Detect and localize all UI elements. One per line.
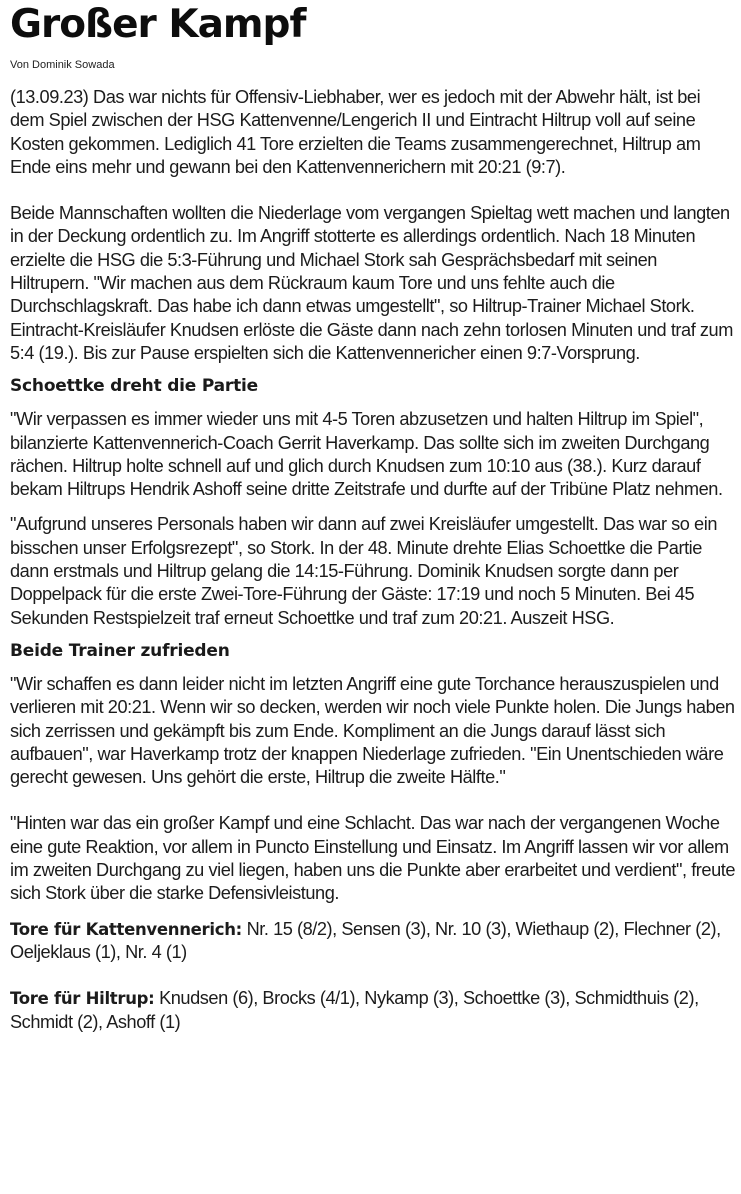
- spacer: [10, 179, 735, 202]
- scorers-kattenvennerich: [10, 918, 735, 965]
- author-byline: Von Dominik Sowada: [10, 59, 115, 71]
- scorers-hiltrup: [10, 987, 735, 1034]
- paragraph-second-half: "Wir verpassen es immer wieder uns mit 4-5 Toren abzusetzen und halten Hiltrup im Spiel", bilanzierte Kattenvennerich-Coach Gerrit Haverkamp. Das sollte sich im zweiten Durchgang rächen. Hiltrup holte schnell auf und glich durch Knudsen zum 10:10 aus (38.). Kurz darauf bekam Hiltrups Hendrik Ashoff seine dritte Zeitstrafe und durfte auf der Tribüne Platz nehmen.: [10, 409, 723, 500]
- paragraph-haverkamp-quote: "Wir schaffen es dann leider nicht im letzten Angriff eine gute Torchance herauszuspielen und verlieren mit 20:21. Wenn wir so decken, werden wir noch viele Punkte holen. Die Jungs haben sich zerrissen und gekämpft bis zum Ende. Kompliment an die Jungs darauf lässt sich aufbauen", war Haverkamp trotz der knappen Niederlage zufrieden. "Ein Unentschieden wäre gerecht gewesen. Uns gehört die erste, Hiltrup die zweite Hälfte.": [10, 673, 735, 788]
- spacer: [10, 663, 735, 673]
- scorers-kattenvennerich-label: Tore für Kattenvennerich:: [10, 919, 242, 939]
- spacer: [10, 789, 735, 812]
- scorers-hiltrup-list: Knudsen (6), Brocks (4/1), Nykamp (3), Schoettke (3), Schmidthuis (2), Schmidt (2), Ashoff (1): [10, 988, 699, 1032]
- spacer: [10, 964, 735, 987]
- spacer: [10, 398, 735, 408]
- subheading-schoettke: Schoettke dreht die Partie: [10, 376, 258, 397]
- scorers-kattenvennerich-list: Nr. 15 (8/2), Sensen (3), Nr. 10 (3), Wiethaup (2), Flechner (2), Oeljeklaus (1), Nr. 4 (1): [10, 918, 721, 962]
- paragraph-stork-quote: "Hinten war das ein großer Kampf und eine Schlacht. Das war nach der vergangenen Woche eine gute Reaktion, vor allem in Puncto Einstellung und Einsatz. Im Angriff lassen wir vor allem im zweiten Durchgang zu viel liegen, haben uns die Punkte aber erarbeitet und verdient", freute sich Stork über die starke Defensivleistung.: [10, 813, 736, 904]
- spacer: [10, 906, 735, 918]
- spacer: [10, 630, 735, 640]
- article-title: Großer Kampf: [10, 2, 306, 47]
- scorers-hiltrup-label: Tore für Hiltrup:: [10, 989, 155, 1009]
- paragraph-turnaround: "Aufgrund unseres Personals haben wir dann auf zwei Kreisläufer umgestellt. Das war so ein bisschen unser Erfolgsrezept", so Stork. In der 48. Minute drehte Elias Schoettke die Partie dann erstmals und Hiltrup gelang die 14:15-Führung. Dominik Knudsen sorgte dann per Doppelpack für die erste Zwei-Tore-Führung der Gäste: 17:19 und noch 5 Minuten. Bei 45 Sekunden Restspielzeit traf erneut Schoettke und traf zum 20:21. Auszeit HSG.: [10, 514, 717, 628]
- spacer: [10, 501, 735, 513]
- article-body: [10, 86, 735, 1034]
- paragraph-intro: (13.09.23) Das war nichts für Offensiv-Liebhaber, wer es jedoch mit der Abwehr hält, ist bei dem Spiel zwischen der HSG Kattenvenne/Lengerich II und Eintracht Hiltrup voll auf seine Kosten gekommen. Lediglich 41 Tore erzielten die Teams zusammengerechnet, Hiltrup am Ende eins mehr und gewann bei den Kattenvennerichern mit 20:21 (9:7).: [10, 87, 701, 177]
- subheading-trainer: Beide Trainer zufrieden: [10, 640, 230, 661]
- paragraph-first-half: Beide Mannschaften wollten die Niederlage vom vergangen Spieltag wett machen und langten in der Deckung ordentlich zu. Im Angriff stotterte es allerdings ordentlich. Nach 18 Minuten erzielte die HSG die 5:3-Führung und Michael Stork sah Gesprächsbedarf mit seinen Hiltrupern. "Wir machen aus dem Rückraum kaum Tore und uns fehlte auch die Durchschlagskraft. Das habe ich dann etwas umgestellt", so Hiltrup-Trainer Michael Stork. Eintracht-Kreisläufer Knudsen erlöste die Gäste dann nach zehn torlosen Minuten und traf zum 5:4 (19.). Bis zur Pause erspielten sich die Kattenvennericher einen 9:7-Vorsprung.: [10, 203, 733, 363]
- spacer: [10, 365, 735, 375]
